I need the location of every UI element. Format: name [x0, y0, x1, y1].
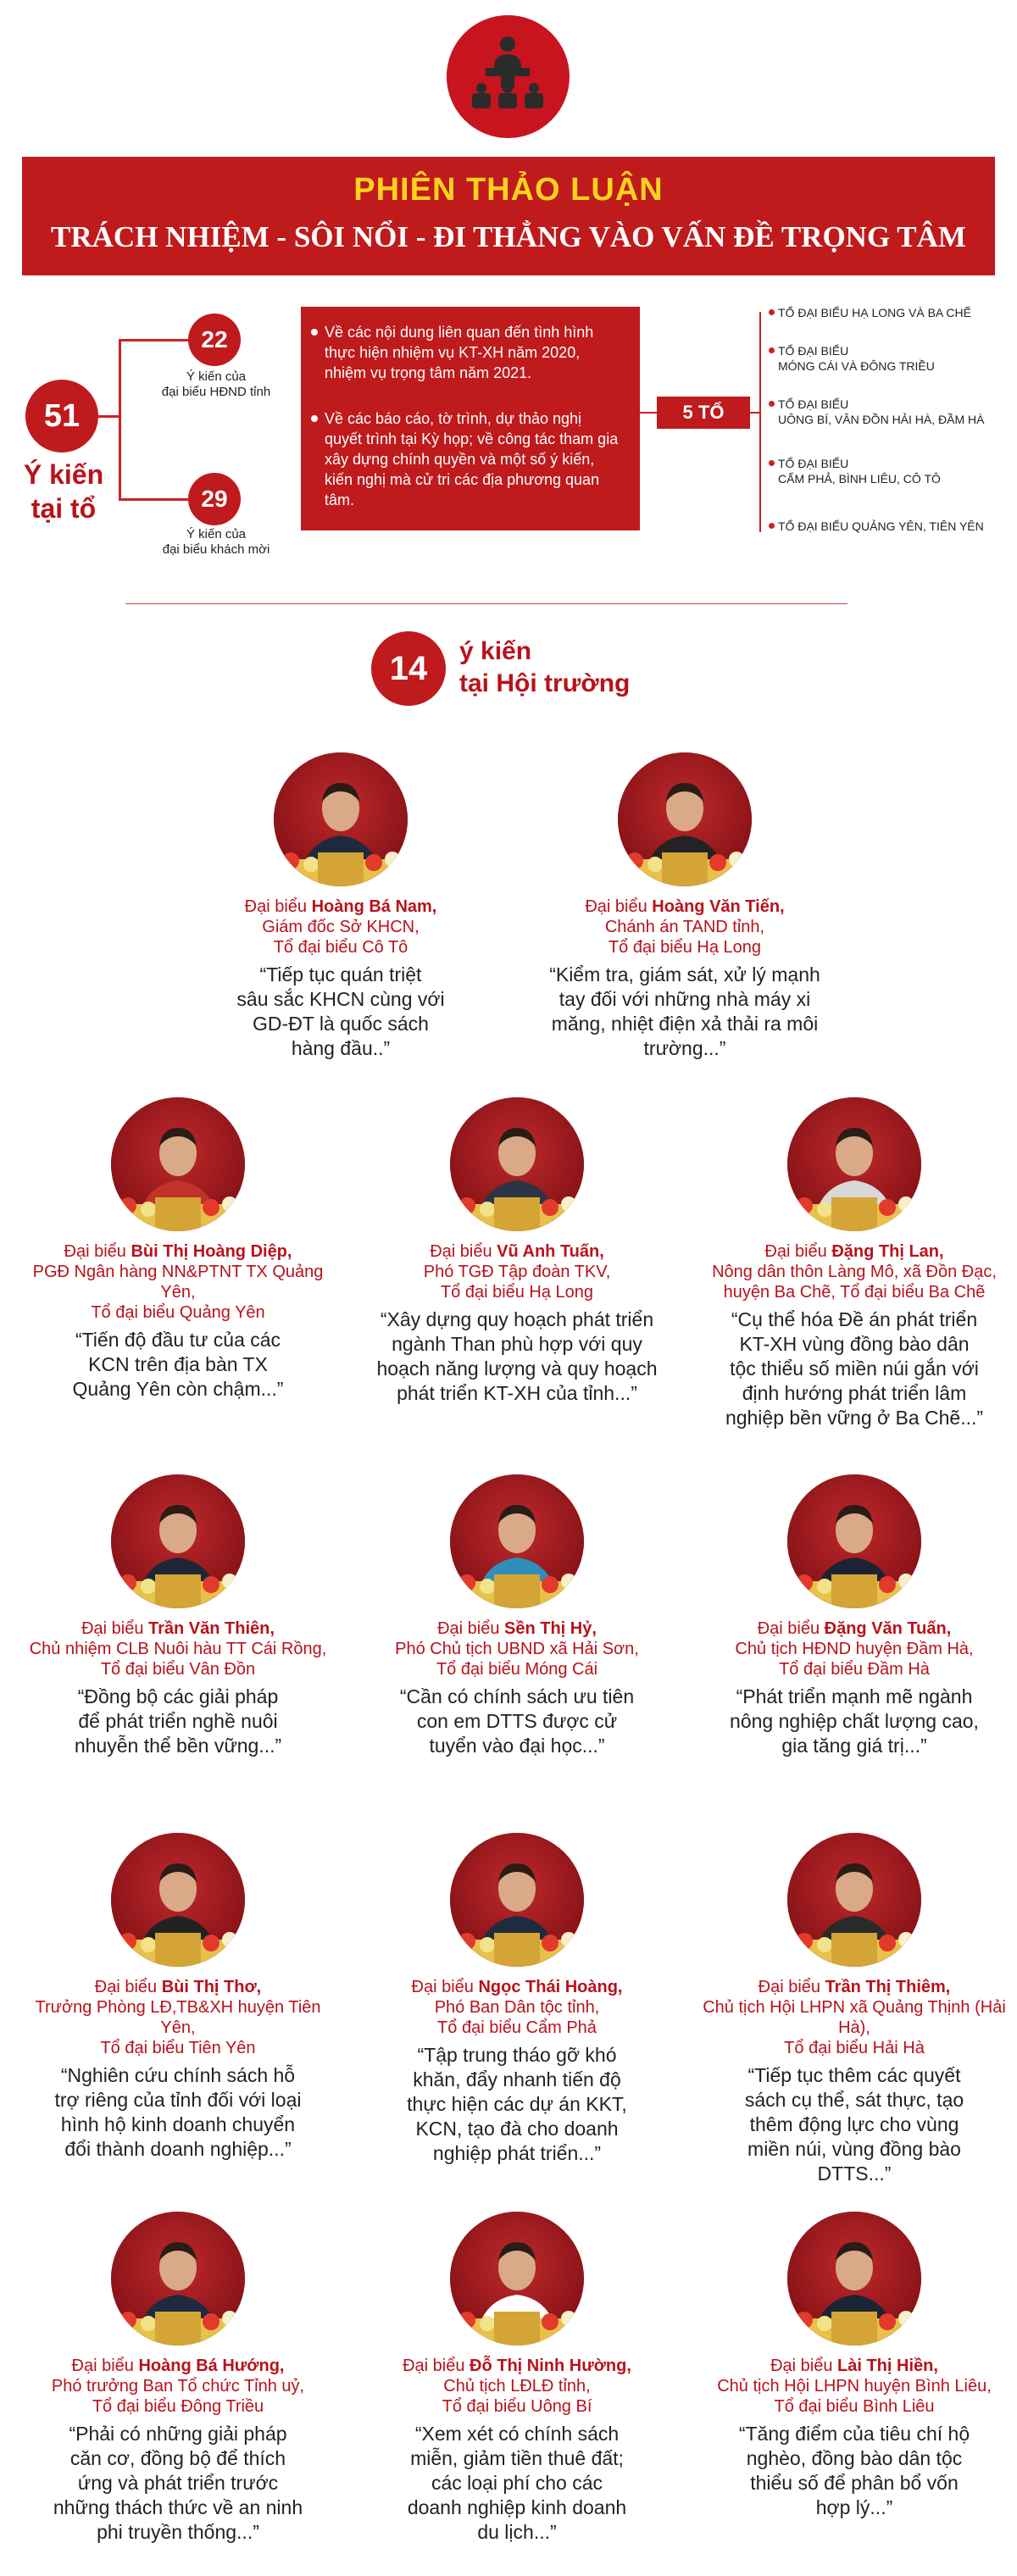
delegate-card	[693, 2212, 1015, 2520]
delegate-quote	[180, 963, 502, 1061]
quote-line: “Kiểm tra, giám sát, xử lý mạnh	[549, 963, 820, 985]
group-line1: TỔ ĐẠI BIỂU HẠ LONG VÀ BA CHẼ	[778, 306, 971, 319]
quote-line: nghiệp phát triển...”	[432, 2142, 602, 2164]
group-line2: UÔNG BÍ, VÂN ĐỒN HẢI HÀ, ĐẦM HÀ	[778, 413, 985, 426]
delegate-name-prefix: Đại biểu	[81, 1619, 148, 1638]
delegate-name	[693, 2356, 1015, 2376]
delegate-name	[524, 897, 846, 917]
delegate-name-value: Đặng Thị Lan,	[831, 1242, 944, 1261]
delegate-card	[524, 752, 846, 1061]
total-opinions-circle: 51	[25, 380, 98, 452]
group-item	[778, 343, 1015, 374]
delegate-card	[356, 2212, 678, 2545]
quote-line: thêm động lực cho vùng	[749, 2113, 959, 2135]
quote-line: phát triển KT-XH của tỉnh...”	[397, 1382, 637, 1404]
delegate-group: Tổ đại biểu Đông Triều	[92, 2397, 264, 2416]
delegate-name-value: Đặng Văn Tuấn,	[824, 1619, 952, 1638]
delegate-card	[17, 1474, 339, 1758]
delegate-quote	[356, 1685, 678, 1758]
delegate-name	[693, 1618, 1015, 1639]
quote-line: hình hộ kinh doanh chuyển	[60, 2113, 296, 2135]
delegate-group: Tổ đại biểu Uông Bí	[442, 2397, 592, 2416]
quote-line: khăn, đẩy nhanh tiến độ	[413, 2068, 621, 2090]
delegate-card	[180, 752, 502, 1061]
delegate-title: Phó TGĐ Tập đoàn TKV,	[423, 1263, 611, 1281]
delegate-name-prefix: Đại biểu	[437, 1619, 505, 1638]
quote-line: gia tăng giá trị...”	[781, 1735, 927, 1757]
delegate-name-prefix: Đại biểu	[770, 2357, 838, 2375]
quote-line: “Cần có chính sách ưu tiên	[399, 1685, 635, 1707]
connector-line	[98, 415, 120, 418]
quote-line: các loại phí cho các	[431, 2472, 603, 2494]
quote-line: sách cụ thể, sát thực, tạo	[744, 2089, 964, 2111]
delegate-title: Phó Ban Dân tộc tỉnh,	[434, 1998, 600, 2017]
quote-line: DTTS...”	[817, 2162, 892, 2185]
delegate-card	[17, 1833, 339, 2162]
hall-label-line1: ý kiến	[459, 637, 532, 665]
delegate-photo	[450, 1833, 584, 1967]
quote-line: KT-XH vùng đồng bào dân	[739, 1333, 970, 1355]
delegate-name-value: Hoàng Bá Nam,	[311, 897, 437, 916]
delegate-quote	[356, 2043, 678, 2166]
hdnd-opinions-label	[136, 369, 297, 400]
quote-line: “Phải có những giải pháp	[69, 2423, 287, 2445]
podium-speaker-icon	[447, 15, 570, 138]
delegate-title: Chủ tịch Hội LHPN xã Quảng Thịnh (Hải Hà),	[703, 1998, 1006, 2037]
quote-line: “Tiếp tục thêm các quyết	[747, 2064, 961, 2086]
delegate-card	[693, 1474, 1015, 1758]
quote-line: doanh nghiệp kinh doanh	[407, 2496, 627, 2518]
group-line2: MÓNG CÁI VÀ ĐÔNG TRIỀU	[778, 359, 935, 373]
quote-line: “Đồng bộ các giải pháp	[77, 1685, 279, 1707]
delegate-name-value: Vũ Anh Tuấn,	[497, 1242, 604, 1261]
delegate-name-prefix: Đại biểu	[71, 2357, 139, 2375]
quote-line: “Xây dựng quy hoạch phát triển	[380, 1308, 654, 1330]
delegate-group: Tổ đại biểu Móng Cái	[436, 1660, 598, 1679]
delegate-quote	[693, 2422, 1015, 2520]
delegate-name	[356, 2356, 678, 2376]
quote-line: “Xem xét có chính sách	[414, 2423, 620, 2445]
quote-line: những thách thức về an ninh	[53, 2496, 303, 2518]
quote-line: miễn, giảm tiền thuê đất;	[410, 2447, 624, 2469]
delegate-card	[356, 1474, 678, 1758]
delegate-photo	[787, 1833, 921, 1967]
quote-line: thực hiện các dự án KKT,	[407, 2093, 627, 2115]
delegate-group: Tổ đại biểu Hạ Long	[440, 1283, 594, 1302]
guest-label-line2: đại biểu khách mời	[162, 542, 270, 557]
delegate-quote	[17, 1328, 339, 1402]
group-line1: TỔ ĐẠI BIỂU	[778, 457, 849, 470]
quote-line: nông nghiệp chất lượng cao,	[730, 1710, 979, 1732]
delegate-title: Giám đốc Sở KHCN,	[262, 918, 420, 936]
banner-title: PHIÊN THẢO LUẬN	[353, 172, 664, 208]
group-item	[778, 305, 1015, 320]
connector-line	[119, 339, 121, 500]
delegate-quote	[693, 2063, 1015, 2186]
delegate-name-value: Trần Thị Thiêm,	[825, 1978, 951, 1996]
delegate-group: Tổ đại biểu Quảng Yên	[91, 1303, 265, 1322]
quote-line: sâu sắc KHCN cùng với	[236, 988, 445, 1010]
quote-line: thiểu số để phân bổ vốn	[750, 2472, 959, 2494]
delegate-name	[356, 1977, 678, 1997]
quote-line: trợ riêng của tỉnh đối với loại	[54, 2089, 302, 2111]
delegate-photo	[274, 752, 408, 886]
group-line1: TỔ ĐẠI BIỂU QUẢNG YÊN, TIÊN YÊN	[778, 519, 984, 533]
delegate-card	[17, 1097, 339, 1402]
delegate-quote	[356, 2422, 678, 2545]
group-item	[778, 456, 1015, 486]
delegate-name-value: Trần Văn Thiên,	[148, 1619, 275, 1638]
topic-item: Về các báo cáo, tờ trình, dự thảo nghị quyết trình tại Kỳ họp; về công tác tham gia xây dựng chính quyền và một số ý kiến, kiến nghị mà cử tri các địa phương quan tâm.	[325, 408, 621, 510]
delegate-name-prefix: Đại biểu	[764, 1242, 832, 1261]
guest-opinions-label	[136, 527, 297, 558]
quote-line: trường...”	[643, 1037, 726, 1059]
quote-line: hàng đầu..”	[291, 1037, 391, 1059]
delegate-group: Tổ đại biểu Hạ Long	[608, 938, 762, 957]
delegate-name-prefix: Đại biểu	[758, 1978, 825, 1996]
delegate-name-value: Lài Thị Hiền,	[837, 2357, 938, 2375]
quote-line: nghiệp bền vững ở Ba Chẽ...”	[725, 1407, 984, 1429]
connector-line	[759, 312, 761, 532]
quote-line: hợp lý...”	[815, 2496, 893, 2518]
quote-line: con em DTTS được cử	[416, 1710, 618, 1732]
delegate-quote	[356, 1307, 678, 1406]
delegate-quote	[17, 1685, 339, 1758]
quote-line: “Cụ thể hóa Đề án phát triển	[731, 1308, 978, 1330]
quote-line: KCN trên địa bàn TX	[88, 1353, 268, 1375]
hdnd-opinions-circle: 22	[188, 314, 241, 366]
delegate-title: Chủ tịch Hội LHPN huyện Bình Liêu,	[717, 2377, 992, 2396]
delegate-name-prefix: Đại biểu	[430, 1242, 497, 1261]
delegate-name-prefix: Đại biểu	[585, 897, 653, 916]
delegate-name	[180, 897, 502, 917]
delegate-name-prefix: Đại biểu	[94, 1978, 162, 1996]
delegate-photo	[450, 1097, 584, 1231]
group-item	[778, 519, 1015, 534]
delegate-title: Chủ tịch HĐND huyện Đầm Hà,	[735, 1640, 974, 1658]
total-opinions-label	[8, 458, 119, 525]
total-label-line2: tại tổ	[31, 493, 97, 524]
hall-opinions-circle: 14	[371, 631, 446, 706]
delegate-name-value: Ngọc Thái Hoàng,	[478, 1978, 623, 1996]
quote-line: miền núi, vùng đồng bào	[747, 2138, 961, 2160]
quote-line: nhuyễn thể bền vững...”	[74, 1735, 282, 1757]
quote-line: KCN, tạo đà cho doanh	[415, 2118, 619, 2140]
delegate-card	[693, 1097, 1015, 1430]
delegate-name-prefix: Đại biểu	[64, 1242, 131, 1261]
quote-line: “Tiếp tục quán triệt	[259, 963, 422, 985]
delegate-group: huyện Ba Chẽ, Tổ đại biểu Ba Chẽ	[723, 1283, 986, 1302]
quote-line: “Nghiên cứu chính sách hỗ	[60, 2064, 296, 2086]
delegate-group: Tổ đại biểu Bình Liêu	[774, 2397, 935, 2416]
delegate-title: Trưởng Phòng LĐ,TB&XH huyện Tiên Yên,	[35, 1998, 321, 2037]
quote-line: đổi thành doanh nghiệp...”	[64, 2138, 292, 2160]
connector-line	[119, 339, 188, 341]
delegate-name-prefix: Đại biểu	[244, 897, 312, 916]
delegate-quote	[693, 1307, 1015, 1430]
delegate-title: Phó trưởng Ban Tổ chức Tỉnh uỷ,	[51, 2377, 305, 2396]
delegate-name-value: Bùi Thị Thơ,	[161, 1978, 262, 1996]
hall-label-line2: tại Hội trường	[459, 669, 631, 697]
connector-line	[119, 498, 188, 501]
delegate-card	[356, 1097, 678, 1406]
quote-line: nghèo, đồng bào dân tộc	[746, 2447, 963, 2469]
quote-line: du lịch...”	[477, 2521, 557, 2543]
quote-line: phi truyền thống...”	[97, 2521, 259, 2543]
connector-line	[640, 412, 657, 414]
section-divider	[125, 603, 848, 604]
topic-item: Về các nội dung liên quan đến tình hình thực hiện nhiệm vụ KT-XH năm 2020, nhiệm vụ trọng tâm năm 2021.	[325, 322, 621, 383]
delegate-title: Nông dân thôn Làng Mô, xã Đồn Đạc,	[712, 1263, 997, 1281]
delegate-title: Phó Chủ tịch UBND xã Hải Sơn,	[395, 1640, 639, 1658]
total-label-line1: Ý kiến	[23, 459, 104, 490]
delegate-name-value: Hoàng Văn Tiến,	[652, 897, 785, 916]
topics-box	[301, 307, 640, 530]
quote-line: căn cơ, đồng bộ để thích	[69, 2447, 286, 2469]
delegate-name	[693, 1241, 1015, 1262]
delegate-name	[356, 1618, 678, 1639]
delegate-name-value: Đỗ Thị Ninh Hường,	[470, 2357, 631, 2375]
delegate-group: Tổ đại biểu Hải Hà	[784, 2039, 925, 2057]
quote-line: hoạch năng lượng và quy hoạch	[376, 1357, 658, 1380]
quote-line: Quảng Yên còn chậm...”	[72, 1378, 284, 1400]
group-line1: TỔ ĐẠI BIỂU	[778, 344, 849, 358]
delegate-photo	[787, 1097, 921, 1231]
delegate-name-value: Sền Thị Hỷ,	[504, 1619, 597, 1638]
delegate-group: Tổ đại biểu Cô Tô	[273, 938, 408, 957]
delegate-photo	[787, 2212, 921, 2346]
delegate-card	[17, 2212, 339, 2545]
delegate-name	[17, 1618, 339, 1639]
quote-line: ứng và phát triển trước	[77, 2472, 279, 2494]
quote-line: tay đối với những nhà máy xi	[559, 988, 811, 1010]
quote-line: măng, nhiệt điện xả thải ra môi	[551, 1013, 819, 1035]
delegate-name	[17, 1241, 339, 1262]
delegate-card	[693, 1833, 1015, 2186]
delegate-photo	[111, 1833, 245, 1967]
delegate-title: PGĐ Ngân hàng NN&PTNT TX Quảng Yên,	[32, 1263, 324, 1302]
delegate-photo	[111, 1474, 245, 1608]
delegate-title: Chủ tịch LĐLĐ tỉnh,	[443, 2377, 591, 2396]
hdnd-label-line2: đại biểu HĐND tỉnh	[161, 385, 271, 399]
header-banner	[22, 157, 995, 275]
banner-subtitle: TRÁCH NHIỆM - SÔI NỔI - ĐI THẲNG VÀO VẤN ĐỀ TRỌNG TÂM	[51, 220, 966, 253]
guest-label-line1: Ý kiến của	[186, 527, 247, 541]
group-item	[778, 397, 1015, 427]
delegate-name	[356, 1241, 678, 1262]
delegate-name-value: Bùi Thị Hoàng Diệp,	[131, 1242, 292, 1261]
quote-line: “Phát triển mạnh mẽ ngành	[736, 1685, 973, 1707]
delegate-quote	[693, 1685, 1015, 1758]
delegate-photo	[450, 2212, 584, 2346]
delegate-photo	[450, 1474, 584, 1608]
delegate-name-prefix: Đại biểu	[411, 1978, 479, 1996]
delegate-photo	[111, 2212, 245, 2346]
hdnd-label-line1: Ý kiến của	[186, 369, 247, 384]
quote-line: “Tập trung tháo gỡ khó	[417, 2044, 617, 2066]
group-line1: TỔ ĐẠI BIỂU	[778, 397, 849, 411]
quote-line: GD-ĐT là quốc sách	[253, 1013, 429, 1035]
delegate-name-value: Hoàng Bá Hướng,	[138, 2357, 285, 2375]
delegate-name-prefix: Đại biểu	[403, 2357, 470, 2375]
delegate-name-prefix: Đại biểu	[757, 1619, 825, 1638]
quote-line: định hướng phát triển lâm	[742, 1382, 967, 1404]
delegate-quote	[17, 2063, 339, 2162]
delegate-title: Chủ nhiệm CLB Nuôi hàu TT Cái Rồng,	[29, 1640, 327, 1658]
quote-line: tuyển vào đại học...”	[429, 1735, 605, 1757]
quote-line: để phát triển nghề nuôi	[78, 1710, 278, 1732]
group-line2: CẨM PHẢ, BÌNH LIÊU, CÔ TÔ	[778, 472, 941, 486]
delegate-group: Tổ đại biểu Đầm Hà	[779, 1660, 930, 1679]
quote-line: ngành Than phù hợp với quy	[392, 1333, 642, 1355]
delegate-group: Tổ đại biểu Vân Đồn	[100, 1660, 256, 1679]
quote-line: tộc thiểu số miền núi gắn với	[730, 1357, 979, 1380]
delegate-card	[356, 1833, 678, 2166]
delegate-name	[17, 1977, 339, 1997]
quote-line: “Tăng điểm của tiêu chí hộ	[738, 2423, 970, 2445]
groups-badge: 5 TỔ	[657, 397, 750, 429]
delegate-group: Tổ đại biểu Tiên Yên	[100, 2039, 256, 2057]
delegate-photo	[787, 1474, 921, 1608]
delegate-name	[17, 2356, 339, 2376]
delegate-title: Chánh án TAND tỉnh,	[604, 918, 765, 936]
delegate-name	[693, 1977, 1015, 1997]
quote-line: “Tiến độ đầu tư của các	[75, 1329, 281, 1351]
delegate-photo	[111, 1097, 245, 1231]
hall-opinions-label	[459, 636, 630, 700]
delegate-quote	[17, 2422, 339, 2545]
delegate-photo	[618, 752, 752, 886]
guest-opinions-circle: 29	[188, 473, 241, 525]
delegate-group: Tổ đại biểu Cẩm Phả	[437, 2018, 597, 2037]
delegate-quote	[524, 963, 846, 1061]
